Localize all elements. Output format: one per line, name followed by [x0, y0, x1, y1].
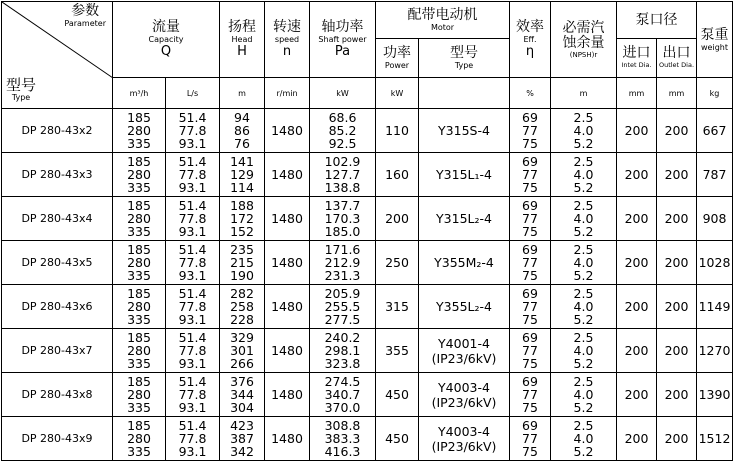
param-type-header — [2, 2, 113, 109]
cell-line: 77.8 — [178, 255, 207, 270]
cell-line: 280 — [127, 123, 151, 138]
cell-line: 301 — [230, 343, 254, 358]
capacity-m3h-cell — [113, 109, 166, 153]
cell-line: 5.2 — [573, 444, 594, 459]
unit-weight: kg — [697, 78, 733, 109]
unit-power: kW — [376, 78, 419, 109]
cell-line: 335 — [127, 224, 151, 239]
cell-line: 69 — [522, 374, 538, 389]
capacity-ls-cell — [166, 241, 220, 285]
shaft-power-cell — [310, 285, 376, 329]
table-row — [2, 153, 733, 197]
cell-line: 212.9 — [324, 255, 361, 270]
motor-type-line: (IP23/6kV) — [431, 394, 497, 410]
cell-line: 4.0 — [573, 431, 594, 446]
cell-line: 2.5 — [573, 198, 594, 213]
inlet-cell: 200 — [617, 109, 657, 153]
motor-type-line: Y355L₂-4 — [436, 299, 492, 314]
motor-type-line: Y315L₂-4 — [436, 211, 492, 226]
capacity-ls-cell — [166, 373, 220, 417]
cell-line: 75 — [522, 356, 538, 371]
cell-line: 51.4 — [178, 374, 207, 389]
cell-line: 77 — [522, 431, 538, 446]
cell-line: 75 — [522, 180, 538, 195]
cell-line: 2.5 — [573, 242, 594, 257]
npsh-header: 必需汽 蚀余量 (NPSH)r — [551, 2, 617, 78]
cell-line: 77 — [522, 167, 538, 182]
cell-line: 93.1 — [178, 268, 207, 283]
inlet-cell: 200 — [617, 417, 657, 461]
cell-line: 185 — [127, 286, 151, 301]
motor-power-cell: 200 — [376, 197, 419, 241]
outlet-cell: 200 — [657, 329, 697, 373]
motor-power-cell: 160 — [376, 153, 419, 197]
cell-line: 280 — [127, 167, 151, 182]
cell-line: 205.9 — [324, 286, 361, 301]
cell-line: 370.0 — [324, 400, 361, 415]
cell-line: 69 — [522, 242, 538, 257]
motor-type-cell — [419, 373, 510, 417]
cell-line: 342 — [230, 444, 254, 459]
speed-cell: 1480 — [265, 417, 310, 461]
cell-line: 280 — [127, 211, 151, 226]
type-label: 型号 Type — [6, 76, 37, 102]
unit-shaft: kW — [310, 78, 376, 109]
model-cell: DP 280-43x8 — [2, 373, 113, 417]
cell-line: 185 — [127, 330, 151, 345]
cell-line: 5.2 — [573, 136, 594, 151]
cell-line: 4.0 — [573, 167, 594, 182]
table-body — [2, 109, 733, 461]
cell-line: 5.2 — [573, 268, 594, 283]
cell-line: 255.5 — [324, 299, 361, 314]
model-cell: DP 280-43x5 — [2, 241, 113, 285]
cell-line: 75 — [522, 224, 538, 239]
cell-line: 77.8 — [178, 211, 207, 226]
cell-line: 185 — [127, 110, 151, 125]
model-cell: DP 280-43x9 — [2, 417, 113, 461]
weight-cell: 787 — [697, 153, 733, 197]
motor-power-cell: 250 — [376, 241, 419, 285]
outlet-cell: 200 — [657, 153, 697, 197]
efficiency-header: 效率 Eff. η — [510, 2, 551, 78]
inlet-cell: 200 — [617, 241, 657, 285]
motor-type-cell — [419, 329, 510, 373]
cell-line: 266 — [230, 356, 254, 371]
cell-line: 129 — [230, 167, 254, 182]
capacity-ls-cell — [166, 153, 220, 197]
cell-line: 185 — [127, 154, 151, 169]
cell-line: 228 — [230, 312, 254, 327]
unit-outlet: mm — [657, 78, 697, 109]
cell-line: 51.4 — [178, 330, 207, 345]
table-row — [2, 197, 733, 241]
cell-line: 114 — [230, 180, 254, 195]
model-cell: DP 280-43x3 — [2, 153, 113, 197]
inlet-cell: 200 — [617, 285, 657, 329]
speed-cell: 1480 — [265, 197, 310, 241]
cell-line: 75 — [522, 312, 538, 327]
cell-line: 51.4 — [178, 154, 207, 169]
cell-line: 77 — [522, 211, 538, 226]
model-cell: DP 280-43x4 — [2, 197, 113, 241]
cell-line: 235 — [230, 242, 254, 257]
parameter-label: 参数 Parameter — [64, 3, 106, 28]
capacity-m3h-cell — [113, 329, 166, 373]
cell-line: 75 — [522, 136, 538, 151]
motor-header: 配带电动机 Motor — [376, 2, 510, 39]
cell-line: 69 — [522, 154, 538, 169]
npsh-cell — [551, 241, 617, 285]
head-cell — [220, 285, 265, 329]
cell-line: 77.8 — [178, 123, 207, 138]
motor-type-cell — [419, 153, 510, 197]
motor-type-line: (IP23/6kV) — [431, 350, 497, 366]
npsh-cell — [551, 329, 617, 373]
cell-line: 190 — [230, 268, 254, 283]
head-header: 扬程 Head H — [220, 2, 265, 78]
outlet-cell: 200 — [657, 241, 697, 285]
speed-cell: 1480 — [265, 241, 310, 285]
shaft-power-cell — [310, 373, 376, 417]
cell-line: 383.3 — [324, 431, 361, 446]
speed-header: 转速 speed n — [265, 2, 310, 78]
cell-line: 137.7 — [324, 198, 361, 213]
cell-line: 185 — [127, 418, 151, 433]
cell-line: 258 — [230, 299, 254, 314]
cell-line: 416.3 — [324, 444, 361, 459]
cell-line: 5.2 — [573, 312, 594, 327]
cell-line: 335 — [127, 312, 151, 327]
shaft-power-cell — [310, 153, 376, 197]
cell-line: 77 — [522, 255, 538, 270]
cell-line: 77.8 — [178, 167, 207, 182]
table-row — [2, 329, 733, 373]
inlet-cell: 200 — [617, 153, 657, 197]
npsh-cell — [551, 373, 617, 417]
head-cell — [220, 109, 265, 153]
cell-line: 69 — [522, 110, 538, 125]
cell-line: 280 — [127, 387, 151, 402]
motor-type-cell — [419, 241, 510, 285]
cell-line: 138.8 — [324, 180, 361, 195]
efficiency-cell — [510, 109, 551, 153]
cell-line: 277.5 — [324, 312, 361, 327]
cell-line: 93.1 — [178, 136, 207, 151]
cell-line: 75 — [522, 444, 538, 459]
unit-npsh: m — [551, 78, 617, 109]
cell-line: 77.8 — [178, 431, 207, 446]
cell-line: 423 — [230, 418, 254, 433]
motor-type-line: (IP23/6kV) — [431, 438, 497, 454]
outlet-cell: 200 — [657, 197, 697, 241]
npsh-cell — [551, 153, 617, 197]
cell-line: 93.1 — [178, 180, 207, 195]
cell-line: 4.0 — [573, 255, 594, 270]
inlet-cell: 200 — [617, 329, 657, 373]
cell-line: 127.7 — [324, 167, 361, 182]
cell-line: 5.2 — [573, 400, 594, 415]
unit-q1: m³/h — [113, 78, 166, 109]
table-row — [2, 285, 733, 329]
table-row — [2, 373, 733, 417]
cell-line: 231.3 — [324, 268, 361, 283]
cell-line: 102.9 — [324, 154, 361, 169]
cell-line: 185.0 — [324, 224, 361, 239]
motor-type-header: 型号 Type — [419, 39, 510, 78]
outlet-header: 出口 Outlet Dia. — [657, 39, 697, 78]
speed-cell: 1480 — [265, 329, 310, 373]
shaft-power-cell — [310, 329, 376, 373]
weight-cell: 1270 — [697, 329, 733, 373]
cell-line: 4.0 — [573, 123, 594, 138]
shaft-power-header: 轴功率 Shaft power Pa — [310, 2, 376, 78]
cell-line: 77 — [522, 387, 538, 402]
motor-type-cell — [419, 417, 510, 461]
motor-type-cell — [419, 285, 510, 329]
table-row — [2, 417, 733, 461]
cell-line: 5.2 — [573, 356, 594, 371]
cell-line: 304 — [230, 400, 254, 415]
cell-line: 240.2 — [324, 330, 361, 345]
weight-cell: 1390 — [697, 373, 733, 417]
cell-line: 69 — [522, 330, 538, 345]
capacity-m3h-cell — [113, 197, 166, 241]
unit-inlet: mm — [617, 78, 657, 109]
head-cell — [220, 197, 265, 241]
cell-line: 329 — [230, 330, 254, 345]
weight-cell: 908 — [697, 197, 733, 241]
capacity-m3h-cell — [113, 285, 166, 329]
cell-line: 77.8 — [178, 299, 207, 314]
speed-cell: 1480 — [265, 153, 310, 197]
capacity-ls-cell — [166, 197, 220, 241]
cell-line: 308.8 — [324, 418, 361, 433]
outlet-cell: 200 — [657, 373, 697, 417]
capacity-ls-cell — [166, 329, 220, 373]
unit-head: m — [220, 78, 265, 109]
weight-cell: 1028 — [697, 241, 733, 285]
cell-line: 170.3 — [324, 211, 361, 226]
cell-line: 335 — [127, 444, 151, 459]
cell-line: 5.2 — [573, 224, 594, 239]
cell-line: 185 — [127, 374, 151, 389]
cell-line: 274.5 — [324, 374, 361, 389]
motor-type-cell — [419, 197, 510, 241]
shaft-power-cell — [310, 109, 376, 153]
motor-type-line: Y315S-4 — [438, 123, 490, 138]
inlet-cell: 200 — [617, 373, 657, 417]
cell-line: 280 — [127, 255, 151, 270]
cell-line: 152 — [230, 224, 254, 239]
motor-power-cell: 110 — [376, 109, 419, 153]
speed-cell: 1480 — [265, 373, 310, 417]
unit-q2: L/s — [166, 78, 220, 109]
cell-line: 77 — [522, 299, 538, 314]
cell-line: 69 — [522, 418, 538, 433]
motor-type-cell — [419, 109, 510, 153]
capacity-ls-cell — [166, 285, 220, 329]
cell-line: 68.6 — [328, 110, 357, 125]
table-row — [2, 241, 733, 285]
motor-power-cell: 315 — [376, 285, 419, 329]
head-cell — [220, 153, 265, 197]
cell-line: 93.1 — [178, 356, 207, 371]
capacity-ls-cell — [166, 109, 220, 153]
cell-line: 2.5 — [573, 330, 594, 345]
port-header: 泵口径 — [617, 2, 697, 39]
cell-line: 2.5 — [573, 286, 594, 301]
cell-line: 215 — [230, 255, 254, 270]
cell-line: 76 — [234, 136, 250, 151]
efficiency-cell — [510, 417, 551, 461]
weight-cell: 667 — [697, 109, 733, 153]
capacity-m3h-cell — [113, 241, 166, 285]
cell-line: 335 — [127, 136, 151, 151]
cell-line: 188 — [230, 198, 254, 213]
cell-line: 335 — [127, 400, 151, 415]
head-cell — [220, 373, 265, 417]
cell-line: 77.8 — [178, 387, 207, 402]
efficiency-cell — [510, 153, 551, 197]
capacity-ls-cell — [166, 417, 220, 461]
motor-power-cell: 355 — [376, 329, 419, 373]
cell-line: 335 — [127, 180, 151, 195]
efficiency-cell — [510, 197, 551, 241]
cell-line: 93.1 — [178, 224, 207, 239]
cell-line: 171.6 — [324, 242, 361, 257]
cell-line: 86 — [234, 123, 250, 138]
outlet-cell: 200 — [657, 109, 697, 153]
cell-line: 335 — [127, 268, 151, 283]
cell-line: 93.1 — [178, 400, 207, 415]
cell-line: 4.0 — [573, 387, 594, 402]
motor-power-cell: 450 — [376, 417, 419, 461]
efficiency-cell — [510, 241, 551, 285]
weight-header: 泵重 weight — [697, 2, 733, 78]
speed-cell: 1480 — [265, 285, 310, 329]
cell-line: 280 — [127, 431, 151, 446]
weight-cell: 1512 — [697, 417, 733, 461]
cell-line: 75 — [522, 400, 538, 415]
shaft-power-cell — [310, 197, 376, 241]
cell-line: 5.2 — [573, 180, 594, 195]
cell-line: 51.4 — [178, 242, 207, 257]
cell-line: 376 — [230, 374, 254, 389]
speed-cell: 1480 — [265, 109, 310, 153]
inlet-cell: 200 — [617, 197, 657, 241]
cell-line: 85.2 — [328, 123, 357, 138]
head-cell — [220, 417, 265, 461]
head-cell — [220, 329, 265, 373]
cell-line: 93.1 — [178, 312, 207, 327]
efficiency-cell — [510, 329, 551, 373]
capacity-m3h-cell — [113, 417, 166, 461]
cell-line: 69 — [522, 286, 538, 301]
cell-line: 51.4 — [178, 418, 207, 433]
outlet-cell: 200 — [657, 285, 697, 329]
cell-line: 2.5 — [573, 374, 594, 389]
motor-type-line: Y355M₂-4 — [434, 255, 494, 270]
shaft-power-cell — [310, 417, 376, 461]
cell-line: 51.4 — [178, 286, 207, 301]
cell-line: 2.5 — [573, 110, 594, 125]
cell-line: 92.5 — [328, 136, 357, 151]
cell-line: 172 — [230, 211, 254, 226]
cell-line: 77.8 — [178, 343, 207, 358]
model-cell: DP 280-43x2 — [2, 109, 113, 153]
cell-line: 51.4 — [178, 198, 207, 213]
motor-type-line: Y4003-4 — [438, 379, 490, 395]
cell-line: 4.0 — [573, 343, 594, 358]
head-cell — [220, 241, 265, 285]
inlet-header: 进口 Intet Dia. — [617, 39, 657, 78]
cell-line: 141 — [230, 154, 254, 169]
cell-line: 282 — [230, 286, 254, 301]
cell-line: 280 — [127, 299, 151, 314]
cell-line: 77 — [522, 343, 538, 358]
motor-type-line: Y4001-4 — [438, 335, 490, 351]
cell-line: 2.5 — [573, 418, 594, 433]
cell-line: 340.7 — [324, 387, 361, 402]
cell-line: 2.5 — [573, 154, 594, 169]
cell-line: 185 — [127, 198, 151, 213]
efficiency-cell — [510, 373, 551, 417]
capacity-m3h-cell — [113, 153, 166, 197]
weight-cell: 1149 — [697, 285, 733, 329]
motor-power-cell: 450 — [376, 373, 419, 417]
cell-line: 51.4 — [178, 110, 207, 125]
npsh-cell — [551, 417, 617, 461]
model-cell: DP 280-43x6 — [2, 285, 113, 329]
model-cell: DP 280-43x7 — [2, 329, 113, 373]
motor-power-header: 功率 Power — [376, 39, 419, 78]
cell-line: 75 — [522, 268, 538, 283]
unit-speed: r/min — [265, 78, 310, 109]
motor-type-line: Y315L₁-4 — [436, 167, 492, 182]
outlet-cell: 200 — [657, 417, 697, 461]
npsh-cell — [551, 285, 617, 329]
npsh-cell — [551, 197, 617, 241]
capacity-m3h-cell — [113, 373, 166, 417]
pump-spec-table — [1, 1, 733, 461]
efficiency-cell — [510, 285, 551, 329]
unit-motor-type — [419, 78, 510, 109]
cell-line: 280 — [127, 343, 151, 358]
motor-type-line: Y4003-4 — [438, 423, 490, 439]
cell-line: 387 — [230, 431, 254, 446]
cell-line: 323.8 — [324, 356, 361, 371]
cell-line: 298.1 — [324, 343, 361, 358]
cell-line: 335 — [127, 356, 151, 371]
cell-line: 93.1 — [178, 444, 207, 459]
cell-line: 185 — [127, 242, 151, 257]
cell-line: 94 — [234, 110, 250, 125]
table-row — [2, 109, 733, 153]
cell-line: 69 — [522, 198, 538, 213]
cell-line: 77 — [522, 123, 538, 138]
cell-line: 344 — [230, 387, 254, 402]
capacity-header: 流量 Capacity Q — [113, 2, 220, 78]
unit-eff: % — [510, 78, 551, 109]
npsh-cell — [551, 109, 617, 153]
cell-line: 4.0 — [573, 299, 594, 314]
cell-line: 4.0 — [573, 211, 594, 226]
shaft-power-cell — [310, 241, 376, 285]
